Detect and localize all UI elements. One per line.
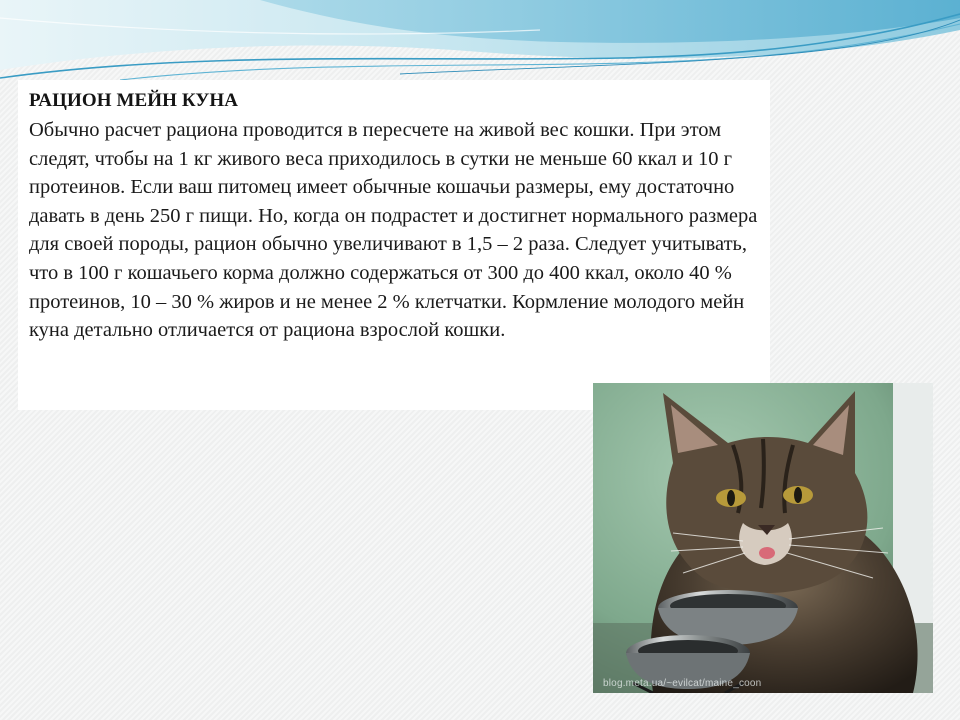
maine-coon-photo bbox=[593, 383, 933, 693]
photo-watermark: blog.meta.ua/~evilcat/maine_coon bbox=[603, 678, 762, 689]
cat-eating-illustration bbox=[593, 383, 933, 693]
header-wave-decoration bbox=[0, 0, 960, 90]
slide-title: РАЦИОН МЕЙН КУНА bbox=[29, 90, 239, 111]
slide-body-text: Обычно расчет рациона проводится в пересчете на живой вес кошки. При этом следят, чтобы на 1 кг живого веса приходилось в сутки не меньше 60 ккал и 10 г протеинов. Если ваш питомец имеет обычные кошачьи размеры, ему достаточно давать в день 250 г пищи. Но, когда он подрастет и достигнет нормального размера для своей породы, рацион обычно увеличивают в 1,5 – 2 раза. Следует учитывать, что в 100 г кошачьего корма должно содержаться от 300 до 400 ккал, около 40 % протеинов, 10 – 30 % жиров и не менее 2 % клетчатки. Кормление молодого мейн куна детально отличается от рациона взрослой кошки. bbox=[29, 119, 758, 342]
